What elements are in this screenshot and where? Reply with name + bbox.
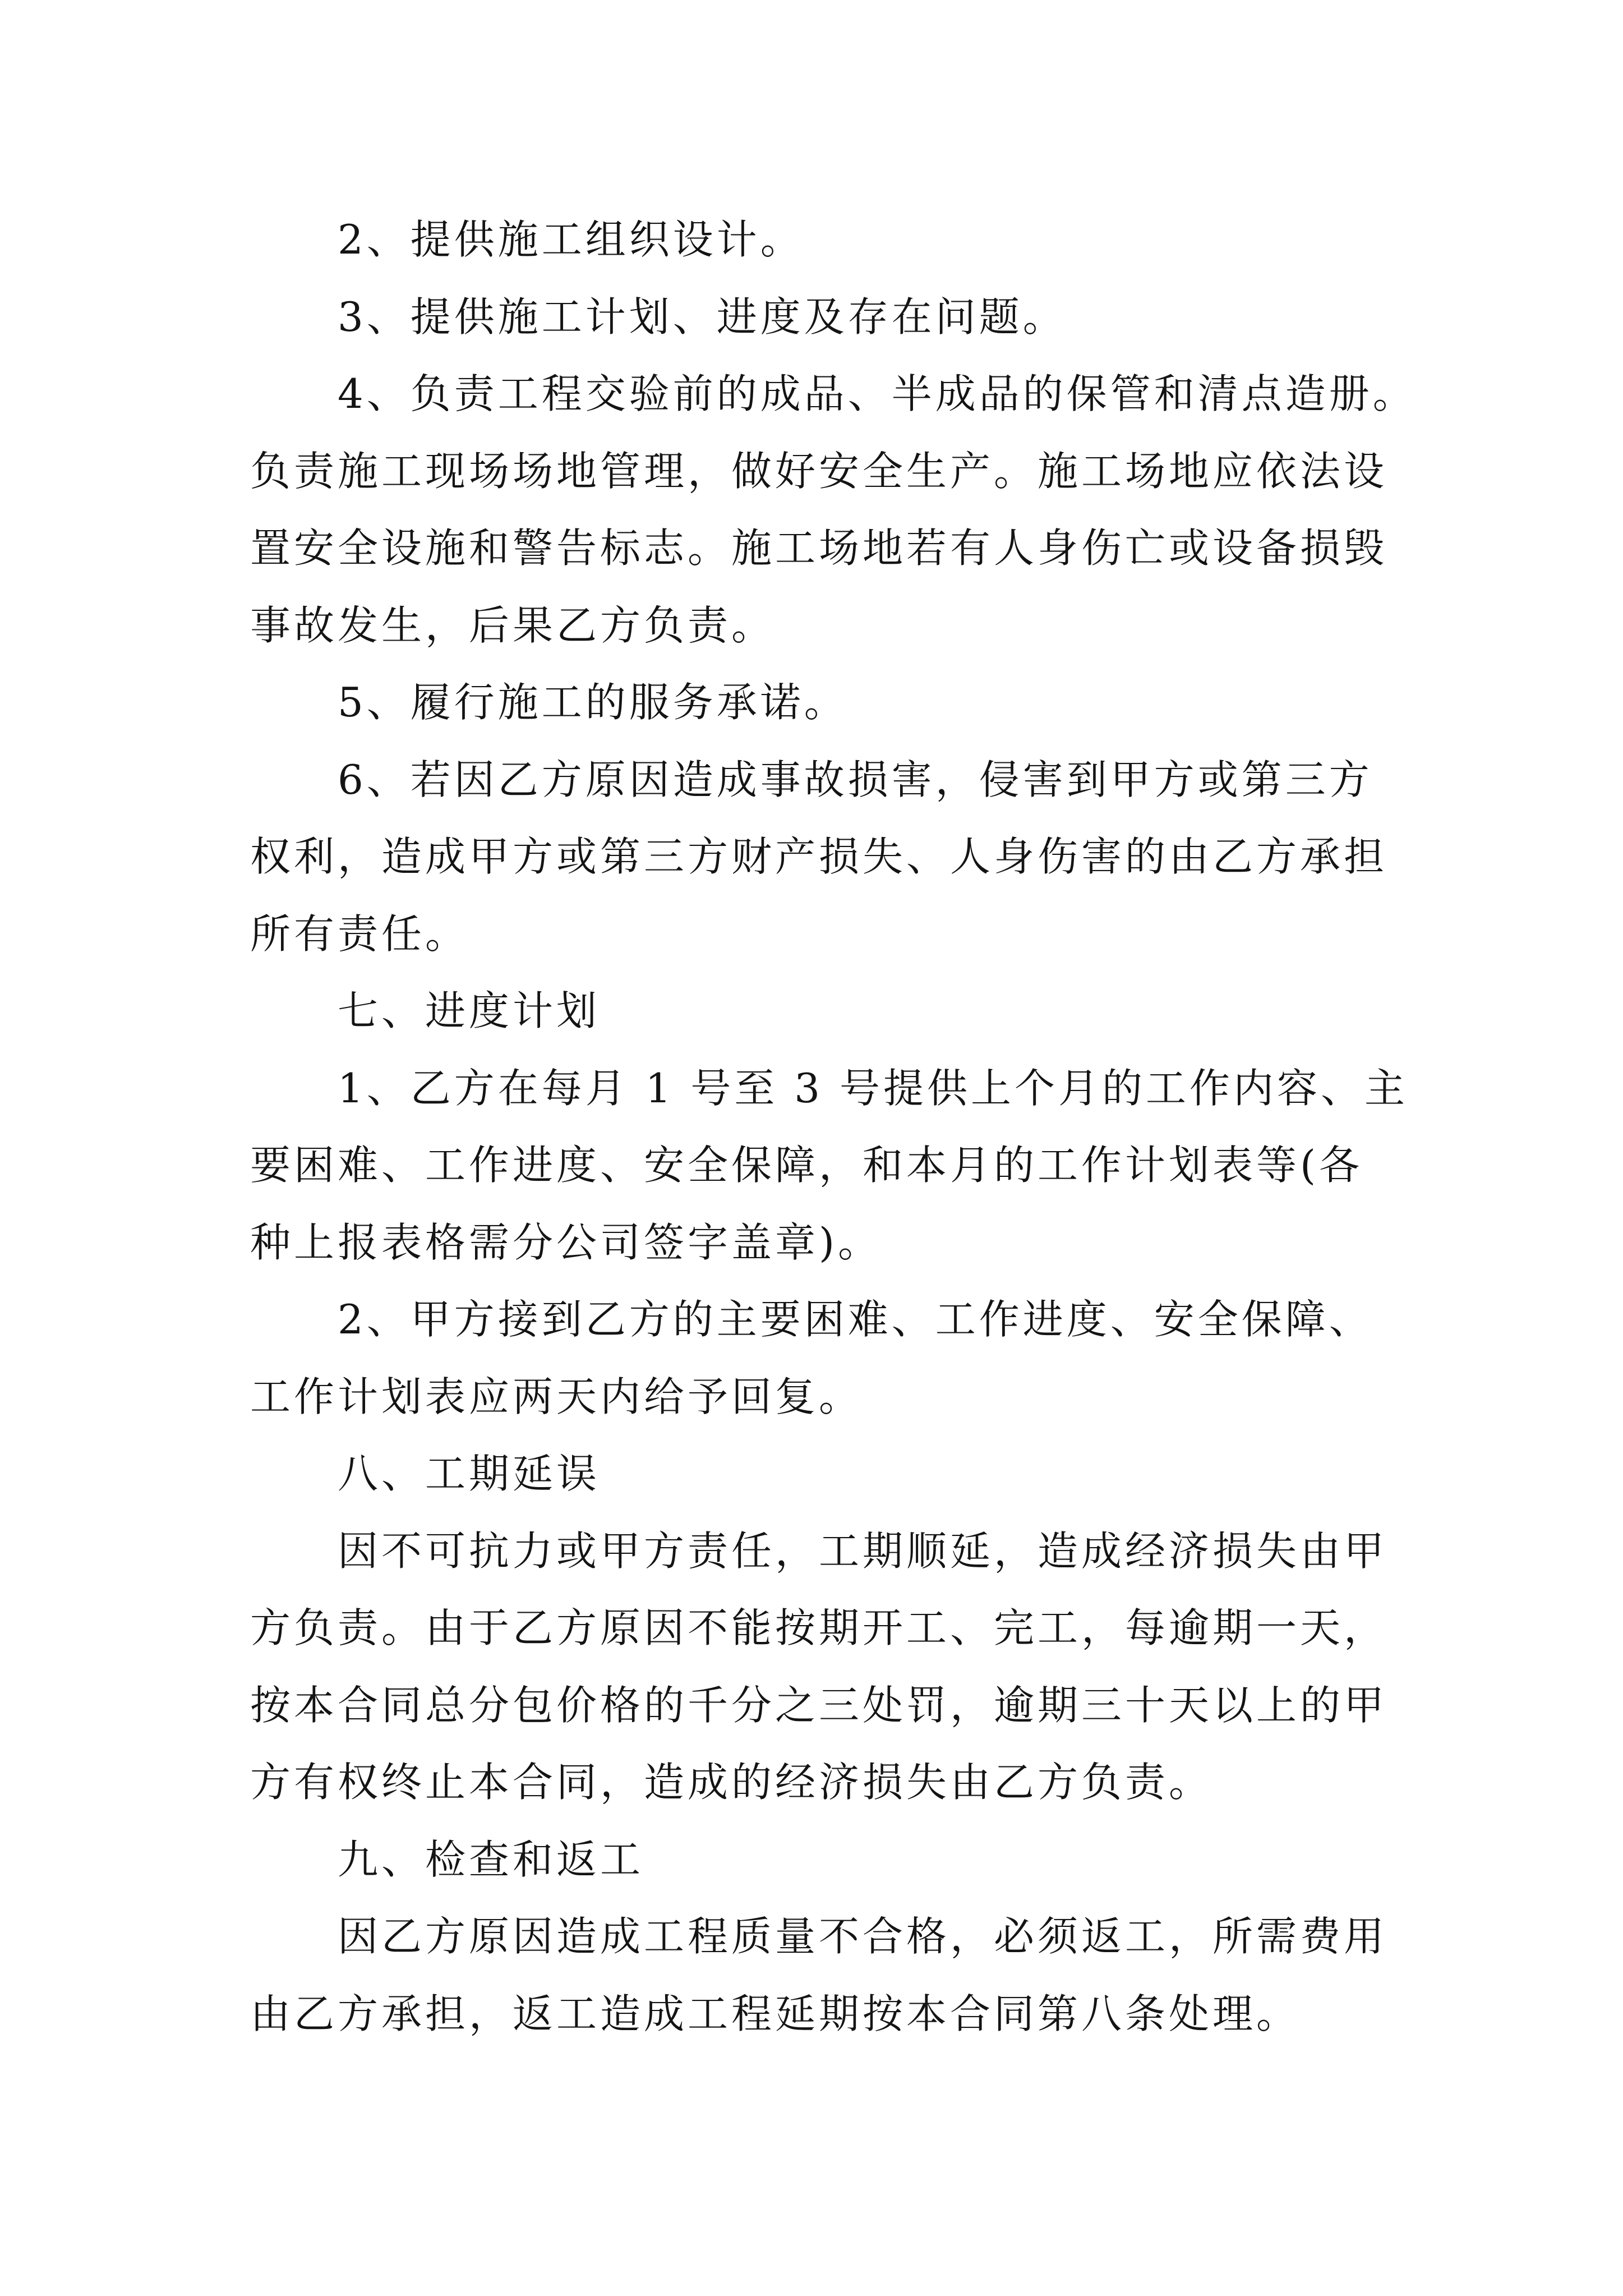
clause-paragraph	[250, 1898, 1484, 2053]
paragraph-line: 要困难、工作进度、安全保障，和本月的工作计划表等(各	[250, 1142, 1363, 1189]
paragraph-line: 由乙方承担，返工造成工程延期按本合同第八条处理。	[250, 1990, 1301, 2037]
section-heading-text: 八、工期延误	[338, 1450, 601, 1497]
paragraph-line: 6、若因乙方原因造成事故损害，侵害到甲方或第三方	[338, 756, 1373, 803]
paragraph-line: 负责施工现场场地管理，做好安全生产。施工场地应依法设	[250, 447, 1388, 495]
paragraph-line: 3、提供施工计划、进度及存在问题。	[338, 293, 1067, 341]
paragraph-line: 1、乙方在每月 1 号至 3 号提供上个月的工作内容、主	[338, 1064, 1408, 1112]
section-heading	[250, 1821, 1484, 1899]
clause-paragraph	[250, 279, 1484, 356]
clause-paragraph	[250, 1281, 1484, 1435]
paragraph-line: 2、提供施工组织设计。	[338, 216, 804, 263]
paragraph-line: 2、甲方接到乙方的主要困难、工作进度、安全保障、	[338, 1296, 1373, 1343]
paragraph-line: 按本合同总分包价格的千分之三处罚，逾期三十天以上的甲	[250, 1681, 1388, 1729]
paragraph-line: 5、履行施工的服务承诺。	[338, 679, 848, 726]
clause-paragraph	[250, 1513, 1484, 1821]
paragraph-line: 因乙方原因造成工程质量不合格，必须返工，所需费用	[338, 1913, 1388, 1960]
paragraph-line: 事故发生，后果乙方负责。	[250, 601, 776, 649]
paragraph-line: 所有责任。	[250, 910, 469, 958]
paragraph-line: 种上报表格需分公司签字盖章)。	[250, 1218, 882, 1266]
paragraph-line: 置安全设施和警告标志。施工场地若有人身伤亡或设备损毁	[250, 524, 1388, 572]
section-heading-text: 九、检查和返工	[338, 1835, 644, 1883]
paragraph-line: 权利，造成甲方或第三方财产损失、人身伤害的由乙方承担	[250, 833, 1388, 880]
clause-paragraph	[250, 356, 1484, 664]
paragraph-line: 方有权终止本合同，造成的经济损失由乙方负责。	[250, 1759, 1213, 1806]
document-body	[250, 201, 1484, 2053]
clause-paragraph	[250, 664, 1484, 742]
paragraph-line: 方负责。由于乙方原因不能按期开工、完工，每逾期一天，	[250, 1604, 1388, 1651]
clause-paragraph	[250, 201, 1484, 279]
clause-paragraph	[250, 1050, 1484, 1282]
section-heading	[250, 973, 1484, 1050]
paragraph-line: 工作计划表应两天内给予回复。	[250, 1373, 863, 1420]
paragraph-line: 因不可抗力或甲方责任，工期顺延，造成经济损失由甲	[338, 1527, 1388, 1575]
paragraph-line: 4、负责工程交验前的成品、半成品的保管和清点造册。	[338, 370, 1417, 417]
section-heading-text: 七、进度计划	[338, 987, 601, 1034]
section-heading	[250, 1435, 1484, 1513]
clause-paragraph	[250, 742, 1484, 973]
